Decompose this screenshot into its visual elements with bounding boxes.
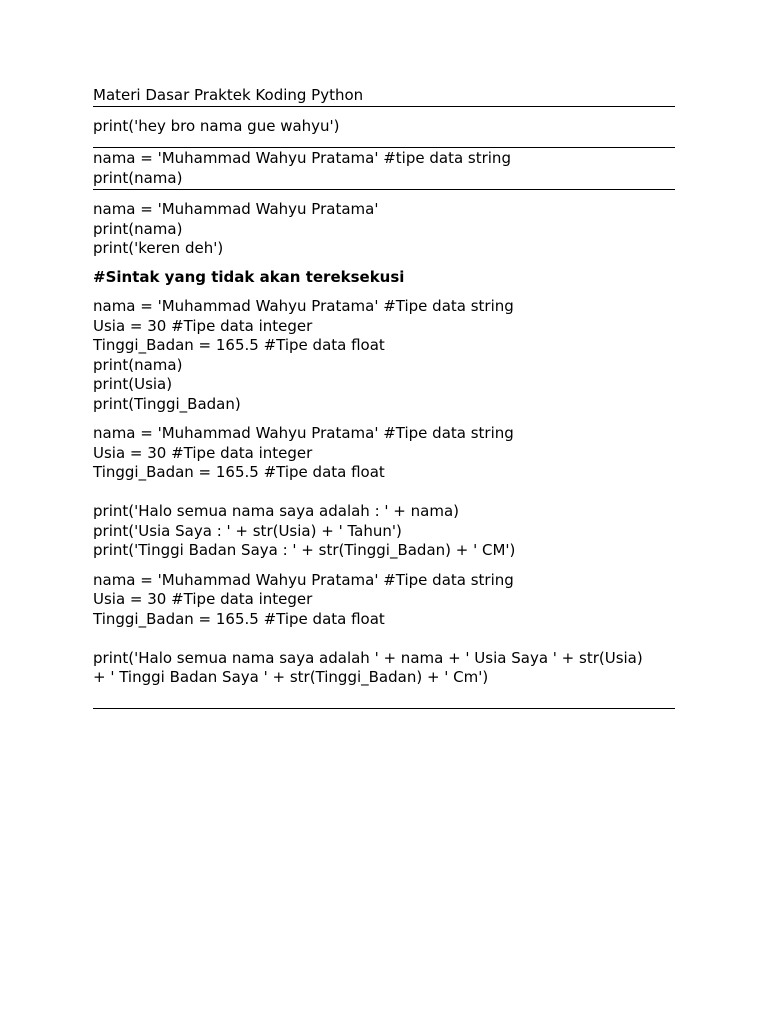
blank-line xyxy=(93,629,675,649)
code-line: print(Tinggi_Badan) xyxy=(93,394,241,413)
code-line: print('hey bro nama gue wahyu') xyxy=(93,116,340,135)
code-line: nama = 'Muhammad Wahyu Pratama' #Tipe data string xyxy=(93,570,514,589)
document-title: Materi Dasar Praktek Koding Python xyxy=(93,86,364,104)
code-line: Usia = 30 #Tipe data integer xyxy=(93,443,313,462)
code-block-4 xyxy=(93,297,675,414)
document-content xyxy=(93,86,675,709)
code-line: nama = 'Muhammad Wahyu Pratama' #tipe data string xyxy=(93,149,511,167)
code-line: print('keren deh') xyxy=(93,239,224,257)
code-block-3 xyxy=(93,200,675,259)
code-line: + ' Tinggi Badan Saya ' + str(Tinggi_Badan) + ' Cm') xyxy=(93,668,489,686)
code-line: print('Halo semua nama saya adalah ' + nama + ' Usia Saya ' + str(Usia) xyxy=(93,648,643,667)
code-line: Usia = 30 #Tipe data integer xyxy=(93,316,313,335)
divider xyxy=(93,106,675,107)
code-line: Tinggi_Badan = 165.5 #Tipe data float xyxy=(93,336,385,354)
divider xyxy=(93,189,675,190)
code-line: print(nama) xyxy=(93,355,183,374)
code-line: print('Usia Saya : ' + str(Usia) + ' Tahun') xyxy=(93,521,402,540)
divider xyxy=(93,147,675,148)
blank-line xyxy=(93,483,675,503)
code-line: print('Halo semua nama saya adalah : ' + nama) xyxy=(93,502,459,520)
code-line: Tinggi_Badan = 165.5 #Tipe data float xyxy=(93,463,385,481)
code-line: nama = 'Muhammad Wahyu Pratama' #Tipe data string xyxy=(93,424,514,442)
code-block-5 xyxy=(93,424,675,561)
code-line: nama = 'Muhammad Wahyu Pratama' #Tipe data string xyxy=(93,297,514,315)
code-line: Tinggi_Badan = 165.5 #Tipe data float xyxy=(93,609,385,628)
divider xyxy=(93,708,675,709)
code-line: print('Tinggi Badan Saya : ' + str(Tinggi_Badan) + ' CM') xyxy=(93,541,516,559)
code-line: print(Usia) xyxy=(93,375,173,393)
code-line: Usia = 30 #Tipe data integer xyxy=(93,590,313,608)
code-line: print(nama) xyxy=(93,219,183,238)
code-line: nama = 'Muhammad Wahyu Pratama' xyxy=(93,200,379,218)
code-block-1 xyxy=(93,117,675,137)
section-heading: #Sintak yang tidak akan tereksekusi xyxy=(93,267,405,286)
code-block-2 xyxy=(93,149,675,188)
code-block-6 xyxy=(93,571,675,688)
code-line: print(nama) xyxy=(93,168,183,187)
